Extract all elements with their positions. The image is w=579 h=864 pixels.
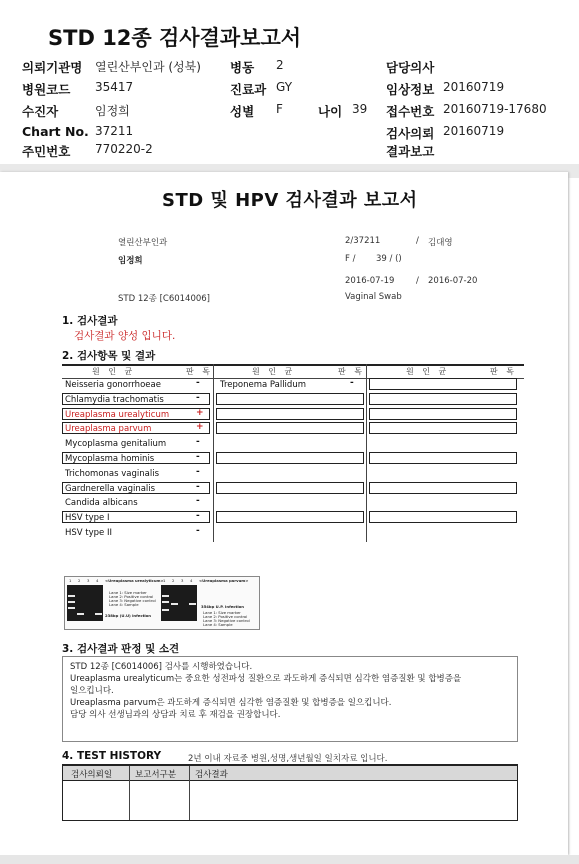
pathogen-name: Ureaplasma urealyticum: [65, 409, 170, 420]
request-date: 2016-07-19: [345, 276, 395, 286]
col-pathogen-header-2: 원 인 균: [252, 367, 296, 376]
section-4-title: 4. TEST HISTORY: [62, 750, 162, 762]
comment-line: Ureaplasma urealyticum는 중요한 성전파성 질환으로 과도하게 증식되면 심각한 염증질환 및 합병증을: [70, 674, 462, 684]
gel-band: [162, 601, 169, 603]
pathogen-result: -: [196, 466, 200, 477]
ward-value: 2: [276, 58, 284, 72]
pathogen-name-treponema: Treponema Pallidum: [220, 380, 306, 390]
empty-box: [369, 511, 517, 523]
pathogen-name: Mycoplasma hominis: [65, 454, 155, 464]
report-patient: 임정희: [118, 256, 143, 266]
col-pathogen-header: 원 인 균: [92, 367, 136, 376]
clinic-name: 열린산부인과: [118, 238, 168, 248]
empty-box: [369, 408, 517, 420]
age-label: 나이: [318, 104, 343, 119]
gel-legend-line: Lane 2: Positive control: [203, 614, 248, 619]
pathogen-result: -: [196, 437, 200, 448]
pathogen-result: -: [196, 526, 200, 536]
column-divider: [213, 364, 214, 542]
ward-label: 병동: [230, 60, 255, 75]
gel-lane: [161, 585, 170, 621]
empty-box: [216, 408, 364, 420]
pathogen-result: -: [196, 496, 200, 507]
patient-value: 임정희: [95, 104, 130, 118]
section-1-title: 1. 검사결과: [62, 315, 118, 327]
page-title: STD 12종 검사결과보고서: [48, 26, 302, 50]
lane-number: 3: [87, 578, 90, 583]
gel-lane: [179, 585, 188, 621]
sex-label: 성별: [230, 104, 255, 119]
pathogen-result: +: [196, 407, 204, 418]
report-title: STD 및 HPV 검사결과 보고서: [162, 190, 418, 211]
col-result-header-2: 판 독: [338, 367, 365, 376]
slash-separator: /: [416, 276, 419, 286]
column-divider: [366, 364, 367, 542]
gel-legend-line: Lane 1: Size marker: [203, 610, 241, 615]
gel-band: [189, 603, 196, 605]
comment-line: 담당 의사 선생님과의 상담과 치료 후 재검을 권장합니다.: [70, 710, 281, 720]
gel-band: [162, 595, 169, 597]
lane-number: 2: [172, 578, 175, 583]
empty-box: [369, 452, 517, 464]
report-sex: F /: [345, 254, 356, 264]
lane-number: 1: [69, 578, 72, 583]
gel-lane: [85, 585, 94, 621]
empty-box: [216, 482, 364, 494]
gel-legend-line: Lane 3: Negative control: [109, 598, 156, 603]
receipt-no-value: 20160719-17680: [443, 102, 547, 116]
dept-value: GY: [276, 80, 293, 94]
age-value: 39: [352, 102, 368, 116]
history-note: 2년 이내 자료중 병원,성명,생년월일 일치자료 입니다.: [188, 754, 388, 764]
empty-box: [216, 511, 364, 523]
gel-band: [171, 603, 178, 605]
empty-box: [369, 422, 517, 434]
col-pathogen-header-3: 원 인 균: [406, 367, 450, 376]
gel-band-label-left: 238bp (U.U) infection: [105, 613, 151, 618]
report-date: 2016-07-20: [428, 276, 478, 286]
chart-no-value: 37211: [95, 124, 134, 138]
gel-legend-line: Lane 4: Sample: [203, 622, 233, 627]
id-number-label: 주민번호: [22, 144, 71, 159]
hosp-code-value: 35417: [95, 80, 134, 94]
gel-band: [162, 609, 169, 611]
slash-separator: /: [416, 236, 419, 246]
pathogen-table-header: [62, 364, 524, 379]
pathogen-result: -: [196, 452, 200, 462]
gel-left-title: <Ureaplasma urealyticum>: [105, 578, 164, 583]
gel-electrophoresis-image: [64, 576, 260, 630]
org-value: 열린산부인과 (성북): [95, 60, 201, 74]
hosp-code-label: 병원코드: [22, 82, 71, 97]
pathogen-name: Mycoplasma genitalium: [65, 439, 167, 450]
empty-box: [369, 393, 517, 405]
chart-no-label: Chart No.: [22, 124, 89, 139]
gel-lane: [76, 585, 85, 621]
gel-lane: [94, 585, 103, 621]
test-code: STD 12종 [C6014006]: [118, 294, 210, 304]
gel-band: [68, 595, 75, 597]
pathogen-name: Candida albicans: [65, 498, 138, 509]
gel-legend-line: Lane 1: Size marker: [109, 590, 147, 595]
comment-line: Ureaplasma parvum은 과도하게 증식되면 심각한 염증질환 및 합병증을 일으킵니다.: [70, 698, 392, 708]
pathogen-name: Gardnerella vaginalis: [65, 483, 156, 494]
bottom-strip: [0, 855, 579, 864]
pathogen-name: HSV type I: [65, 513, 110, 524]
pathogen-result: -: [196, 392, 200, 403]
comment-line: STD 12종 [C6014006] 검사를 시행하였습니다.: [70, 662, 253, 672]
empty-box: [216, 393, 364, 405]
report-age: 39 / (): [376, 254, 402, 264]
receipt-no-label: 접수번호: [386, 104, 435, 119]
history-col-divider: [129, 766, 130, 820]
gel-band: [77, 613, 84, 615]
specimen: Vaginal Swab: [345, 292, 402, 302]
id-number-value: 770220-2: [95, 142, 153, 156]
gel-band: [68, 607, 75, 609]
section-2-title: 2. 검사항목 및 결과: [62, 350, 156, 362]
clinical-info-value: 20160719: [443, 80, 505, 94]
history-col-request-date: 검사의뢰일: [71, 770, 113, 780]
gel-band: [95, 613, 102, 615]
org-label: 의뢰기관명: [22, 60, 83, 75]
report-doctor: 김대영: [428, 238, 453, 248]
dept-label: 진료과: [230, 82, 267, 97]
history-col-divider: [189, 766, 190, 820]
history-header-row: [63, 766, 517, 781]
col-result-header: 판 독: [186, 367, 213, 376]
gel-lane: [67, 585, 76, 621]
pathogen-name: Neisseria gonorrhoeae: [65, 380, 161, 390]
history-col-result: 검사결과: [195, 770, 228, 780]
gel-right-title: <Ureaplasma parvum>: [199, 578, 249, 583]
clinical-info-label: 임상정보: [386, 82, 435, 97]
section-3-title: 3. 검사결과 판정 및 소견: [62, 643, 180, 655]
test-history-table: [62, 764, 518, 821]
report-label: 결과보고: [386, 144, 435, 159]
sex-value: F: [276, 102, 283, 116]
pathogen-name: Ureaplasma parvum: [65, 424, 152, 435]
lane-number: 4: [96, 578, 99, 583]
history-col-report-type: 보고서구분: [135, 770, 177, 780]
empty-box: [216, 452, 364, 464]
pathogen-result: +: [196, 422, 204, 433]
lane-number: 3: [181, 578, 184, 583]
doctor-label: 담당의사: [386, 60, 435, 75]
gel-band-label-right: 354bp U.P. infection: [201, 604, 244, 609]
report-chart-info: 2/37211: [345, 236, 381, 246]
empty-box: [216, 422, 364, 434]
empty-box: [369, 482, 517, 494]
col-result-header-3: 판 독: [490, 367, 517, 376]
pathogen-name: Trichomonas vaginalis: [65, 468, 160, 479]
gel-band: [68, 601, 75, 603]
pathogen-result: -: [196, 511, 200, 522]
request-label: 검사의뢰: [386, 126, 435, 141]
gel-legend-line: Lane 2: Positive control: [109, 594, 154, 599]
pathogen-name: Chlamydia trachomatis: [65, 394, 164, 405]
lane-number: 2: [78, 578, 81, 583]
comment-line: 일으킵니다.: [70, 686, 114, 696]
request-value: 20160719: [443, 124, 505, 138]
pathogen-result: -: [196, 481, 200, 492]
pathogen-result-treponema: -: [350, 378, 354, 388]
lane-number: 4: [190, 578, 193, 583]
empty-box: [369, 378, 517, 390]
patient-label: 수진자: [22, 104, 59, 119]
lane-number: 1: [163, 578, 166, 583]
pathogen-result: -: [196, 378, 200, 388]
gel-legend-line: Lane 4: Sample: [109, 602, 139, 607]
result-summary: 검사결과 양성 입니다.: [74, 330, 176, 342]
pathogen-name: HSV type II: [65, 528, 113, 538]
gel-legend-line: Lane 3: Negative control: [203, 618, 250, 623]
